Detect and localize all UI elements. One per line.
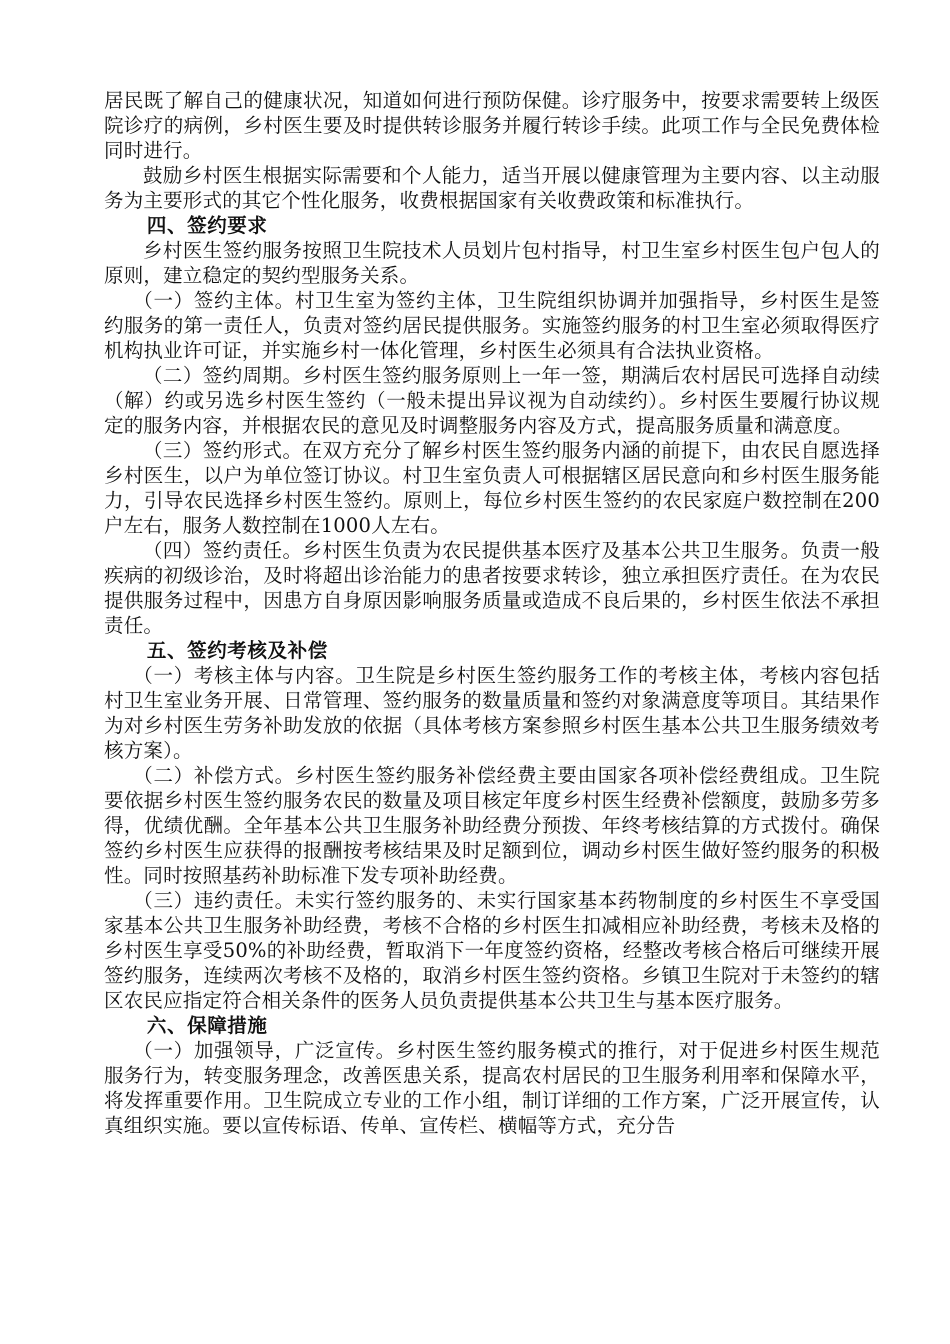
paragraph-8: （一）考核主体与内容。卫生院是乡村医生签约服务工作的考核主体，考核内容包括村卫生室业务开展、日常管理、签约服务的数量质量和签约对象满意度等项目。其结果作为对乡村医生劳务补助发放的依据（具体考核方案参照乡村医生基本公共卫生服务绩效考核方案）。	[104, 664, 880, 762]
section-heading-4: 四、签约要求	[146, 214, 268, 237]
section-heading-5: 五、签约考核及补偿	[146, 639, 328, 662]
paragraph-11: （一）加强领导，广泛宣传。乡村医生签约服务模式的推行，对于促进乡村医生规范服务行为，转变服务理念，改善医患关系，提高农村居民的卫生服务利用率和保障水平，将发挥重要作用。卫生院成立专业的工作小组，制订详细的工作方案，广泛开展宣传，认真组织实施。要以宣传标语、传单、宣传栏、横幅等方式，充分告	[104, 1039, 880, 1137]
paragraph-5: （二）签约周期。乡村医生签约服务原则上一年一签，期满后农村居民可选择自动续（解）约或另选乡村医生签约（一般未提出异议视为自动续约）。乡村医生要履行协议规定的服务内容，并根据农民的意见及时调整服务内容及方式，提高服务质量和满意度。	[104, 364, 880, 437]
section-heading-6: 六、保障措施	[146, 1014, 268, 1037]
paragraph-7: （四）签约责任。乡村医生负责为农民提供基本医疗及基本公共卫生服务。负责一般疾病的初级诊治，及时将超出诊治能力的患者按要求转诊，独立承担医疗责任。在为农民提供服务过程中，因患方自身原因影响服务质量或造成不良后果的，乡村医生依法不承担责任。	[104, 539, 880, 637]
paragraph-2: 鼓励乡村医生根据实际需要和个人能力，适当开展以健康管理为主要内容、以主动服务为主要形式的其它个性化服务，收费根据国家有关收费政策和标准执行。	[104, 164, 880, 212]
paragraph-10: （三）违约责任。未实行签约服务的、未实行国家基本药物制度的乡村医生不享受国家基本公共卫生服务补助经费，考核不合格的乡村医生扣减相应补助经费，考核未及格的乡村医生享受50%的补助经费，暂取消下一年度签约资格，经整改考核合格后可继续开展签约服务，连续两次考核不及格的，取消乡村医生签约资格。乡镇卫生院对于未签约的辖区农民应指定符合相关条件的医务人员负责提供基本公共卫生与基本医疗服务。	[104, 889, 880, 1012]
paragraph-9: （二）补偿方式。乡村医生签约服务补偿经费主要由国家各项补偿经费组成。卫生院要依据乡村医生签约服务农民的数量及项目核定年度乡村医生经费补偿额度，鼓励多劳多得，优绩优酬。全年基本公共卫生服务补助经费分预拨、年终考核结算的方式拨付。确保签约乡村医生应获得的报酬按考核结果及时足额到位，调动乡村医生做好签约服务的积极性。同时按照基药补助标准下发专项补助经费。	[104, 764, 880, 887]
paragraph-1: 居民既了解自己的健康状况，知道如何进行预防保健。诊疗服务中，按要求需要转上级医院诊疗的病例，乡村医生要及时提供转诊服务并履行转诊手续。此项工作与全民免费体检同时进行。	[104, 89, 880, 162]
paragraph-4: （一）签约主体。村卫生室为签约主体，卫生院组织协调并加强指导，乡村医生是签约服务的第一责任人，负责对签约居民提供服务。实施签约服务的村卫生室必须取得医疗机构执业许可证，并实施乡村一体化管理，乡村医生必须具有合法执业资格。	[104, 289, 880, 362]
paragraph-6: （三）签约形式。在双方充分了解乡村医生签约服务内涵的前提下，由农民自愿选择乡村医生，以户为单位签订协议。村卫生室负责人可根据辖区居民意向和乡村医生服务能力，引导农民选择乡村医生签约。原则上，每位乡村医生签约的农民家庭户数控制在200户左右，服务人数控制在1000人左右。	[104, 439, 880, 537]
paragraph-3: 乡村医生签约服务按照卫生院技术人员划片包村指导，村卫生室乡村医生包户包人的原则，建立稳定的契约型服务关系。	[104, 239, 880, 287]
document-page	[104, 88, 880, 1138]
